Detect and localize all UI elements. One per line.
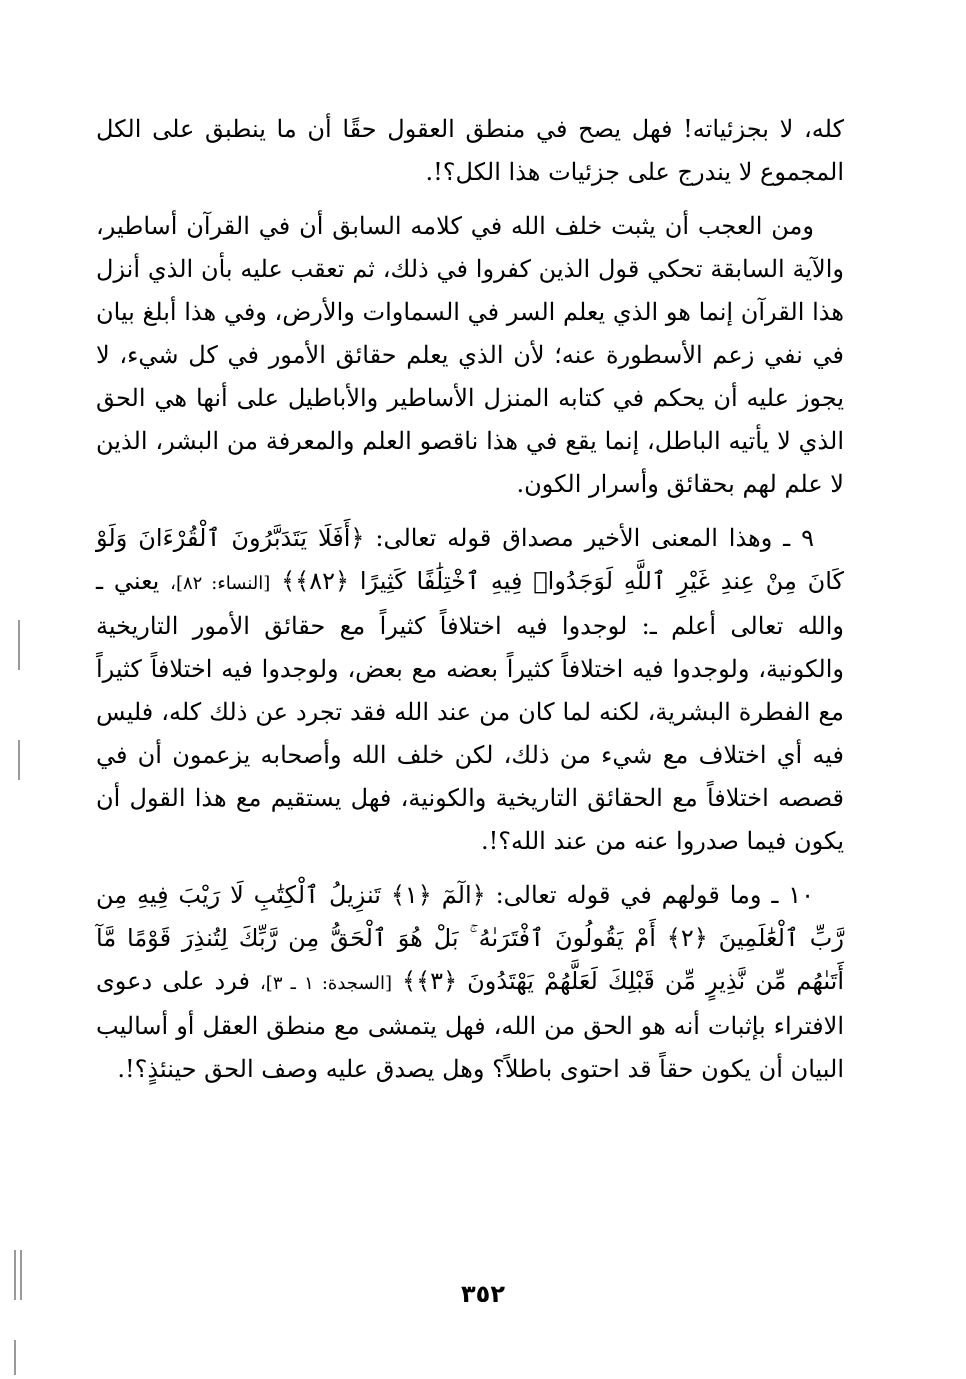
scan-margin-mark xyxy=(18,740,20,780)
section-9-body: يعني ـ والله تعالى أعلم ـ: لوجدوا فيه اختلافاً كثيراً مع حقائق الأمور التاريخية والكونية، ولوجدوا فيه اختلافاً كثيراً بعضه مع بعض، ولوجدوا فيه اختلافاً كثيراً مع الفطرة البشرية، لكنه لما كان من عند الله فقد تجرد عن ذلك كله، فليس فيه أي اختلاف مع شيء من ذلك، لكن خلف الله وأصحابه يزعمون أن في قصصه اختلافاً مع الحقائق التاريخية والكونية، فهل يستقيم مع هذا القول أن يكون فيما صدروا عنه من عند الله؟!. xyxy=(96,567,844,855)
scan-margin-mark xyxy=(18,620,20,670)
paragraph-2: ومن العجب أن يثبت خلف الله في كلامه السابق أن في القرآن أساطير، والآية السابقة تحكي قول الذين كفروا في ذلك، ثم تعقب عليه بأن الذي أنزل هذا القرآن إنما هو الذي يعلم السر في السماوات والأرض، وفي هذا أبلغ بيان في نفي زعم الأسطورة عنه؛ لأن الذي يعلم حقائق الأمور في كل شيء، لا يجوز عليه أن يحكم في كتابه المنزل الأساطير والأباطيل على أنها هي الحق الذي لا يأتيه الباطل، إنما يقع في هذا ناقصو العلم والمعرفة من البشر، الذين لا علم لهم بحقائق وأسرار الكون. xyxy=(96,212,845,498)
paragraph-1: كله، لا بجزئياته! فهل يصح في منطق العقول حقًا أن ما ينطبق على الكل المجموع لا يندرج على جزئيات هذا الكل؟!. xyxy=(96,115,844,186)
page-body xyxy=(96,108,844,1102)
scan-margin-mark xyxy=(14,1340,16,1375)
section-10-intro: ١٠ ـ وما قولهم في قوله تعالى: xyxy=(495,881,814,909)
page-number: ٣٥٢ xyxy=(461,1280,505,1308)
section-9-reference: [النساء: ٨٢]، xyxy=(170,573,271,594)
section-9-intro: ٩ ـ وهذا المعنى الأخير مصداق قوله تعالى: xyxy=(375,524,814,552)
section-9-verse: ﴿أَفَلَا يَتَدَبَّرُونَ ٱلْقُرْءَانَ وَلَوْ كَانَ مِنْ عِندِ غَيْرِ ٱللَّهِ لَوَجَدُوا۟ فِيهِ ٱخْتِلَٰفًا كَثِيرًا ﴿٨٢﴾﴾ xyxy=(96,524,844,595)
section-10-body: فرد على دعوى الافتراء بإثبات أنه هو الحق من الله، فهل يتمشى مع منطق العقل أو أساليب البيان أن يكون حقاً قد احتوى باطلاً؟ وهل يصدق عليه وصف الحق حينئذٍ؟!. xyxy=(96,967,844,1083)
section-10 xyxy=(96,874,844,1091)
scan-margin-mark xyxy=(20,1250,22,1300)
scan-margin-mark xyxy=(14,1250,16,1300)
section-10-reference: [السجدة: ١ ـ ٣]، xyxy=(260,973,392,994)
section-9 xyxy=(96,517,844,863)
section-10-verse: ﴿الٓمٓ ﴿١﴾ تَنزِيلُ ٱلْكِتَٰبِ لَا رَيْبَ فِيهِ مِن رَّبِّ ٱلْعَٰلَمِينَ ﴿٢﴾ أَمْ يَقُولُونَ ٱفْتَرَىٰهُ ۚ بَلْ هُوَ ٱلْحَقُّ مِن رَّبِّكَ لِتُنذِرَ قَوْمًا مَّآ أَتَىٰهُم مِّن نَّذِيرٍ مِّن قَبْلِكَ لَعَلَّهُمْ يَهْتَدُونَ ﴿٣﴾﴾ xyxy=(96,881,845,995)
